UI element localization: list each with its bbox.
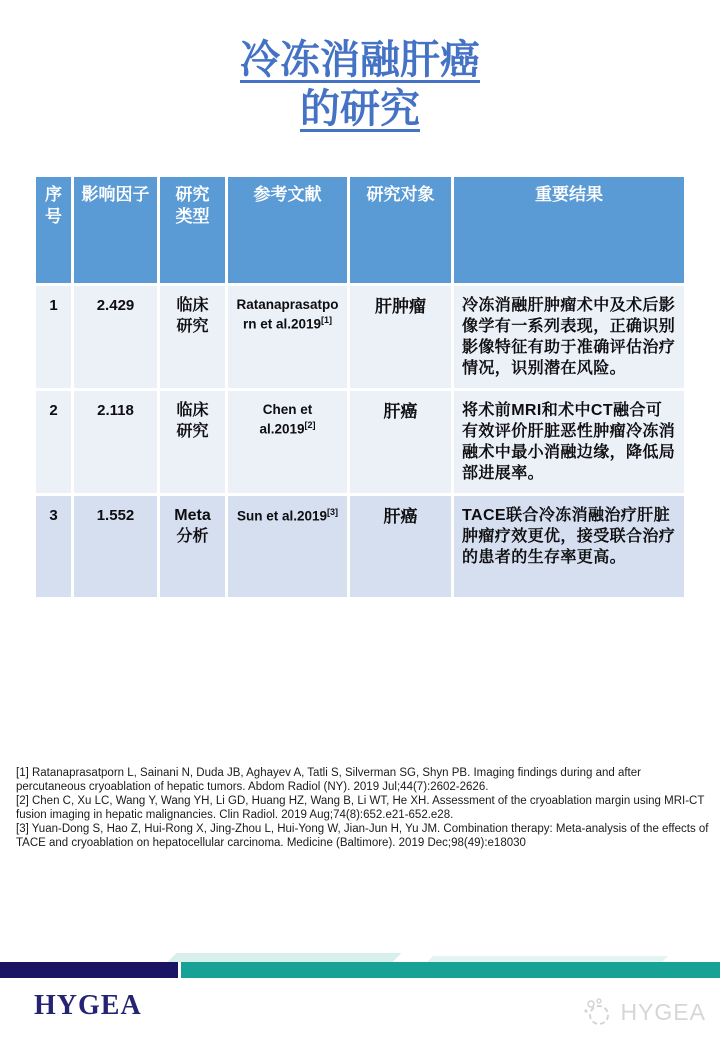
cell-subject: 肝癌 bbox=[350, 496, 451, 597]
reference-text: Ratanaprasatporn et al.2019 bbox=[236, 297, 339, 332]
hygea-logo: HYGEA bbox=[34, 990, 142, 1021]
reference-superscript: [1] bbox=[321, 315, 333, 326]
column-header-study-type: 研究类型 bbox=[160, 177, 225, 283]
cell-key-result: 将术前MRI和术中CT融合可有效评价肝脏恶性肿瘤冷冻消融术中最小消融边缘，降低局部进展率。 bbox=[454, 391, 684, 493]
cell-subject: 肝癌 bbox=[350, 391, 451, 493]
page-title bbox=[0, 36, 720, 134]
column-header-key-result: 重要结果 bbox=[454, 177, 684, 283]
cell-study-type: Meta分析 bbox=[160, 496, 225, 597]
hygea-watermark-label: HYGEA bbox=[620, 998, 706, 1025]
cell-serial: 2 bbox=[36, 391, 71, 493]
hygea-watermark-icon bbox=[582, 996, 614, 1028]
reference-superscript: [3] bbox=[327, 507, 339, 517]
column-header-subject: 研究对象 bbox=[350, 177, 451, 283]
cell-impact-factor: 2.429 bbox=[74, 286, 157, 388]
cell-serial: 3 bbox=[36, 496, 71, 597]
cell-impact-factor: 1.552 bbox=[74, 496, 157, 597]
reference-footnotes bbox=[16, 766, 710, 850]
reference-superscript: [2] bbox=[304, 420, 316, 431]
cell-serial: 1 bbox=[36, 286, 71, 388]
column-header-reference: 参考文献 bbox=[228, 177, 347, 283]
cell-subject: 肝肿瘤 bbox=[350, 286, 451, 388]
studies-table bbox=[36, 177, 684, 597]
cell-reference bbox=[228, 496, 347, 597]
column-header-impact-factor: 影响因子 bbox=[74, 177, 157, 283]
cell-impact-factor: 2.118 bbox=[74, 391, 157, 493]
cell-key-result: TACE联合冷冻消融治疗肝脏肿瘤疗效更优，接受联合治疗的患者的生存率更高。 bbox=[454, 496, 684, 597]
cell-reference bbox=[228, 391, 347, 493]
page-title-line2: 的研究 bbox=[300, 87, 420, 131]
cell-key-result: 冷冻消融肝肿瘤术中及术后影像学有一系列表现，正确识别影像特征有助于准确评估治疗情况，识别潜在风险。 bbox=[454, 286, 684, 388]
footnote-2: [2] Chen C, Xu LC, Wang Y, Wang YH, Li GD, Huang HZ, Wang B, Li WT, He XH. Assessment of the cryoablation margin using MRI-CT fusion imaging in hepatic malignancies. Clin Radiol. 2019 Aug;74(8):652.e21-652.e28. bbox=[16, 795, 705, 822]
footer-accent-stripe bbox=[168, 953, 402, 962]
hygea-watermark bbox=[582, 996, 706, 1028]
cell-reference bbox=[228, 286, 347, 388]
page-title-line1: 冷冻消融肝癌 bbox=[240, 38, 480, 82]
footer-bar-navy bbox=[0, 962, 178, 978]
cell-study-type: 临床研究 bbox=[160, 286, 225, 388]
footnote-1: [1] Ratanaprasatporn L, Sainani N, Duda JB, Aghayev A, Tatli S, Silverman SG, Shyn PB. Imaging findings during and after percutaneous cryoablation of hepatic tumors. Abdom Radiol (NY). 2019 Jul;44(7):2602-2626. bbox=[16, 767, 641, 794]
reference-text: Chen et al.2019 bbox=[259, 402, 313, 437]
cell-study-type: 临床研究 bbox=[160, 391, 225, 493]
footer-bar-teal bbox=[181, 962, 720, 978]
reference-text: Sun et al.2019 bbox=[236, 508, 328, 524]
footnote-3: [3] Yuan-Dong S, Hao Z, Hui-Rong X, Jing-Zhou L, Hui-Yong W, Jian-Jun H, Yu JM. Combination therapy: Meta-analysis of the effects of TACE and cryoablation on hepatocellular carcinoma. Medicine (Baltimore). 2019 Dec;98(49):e18030 bbox=[16, 823, 709, 850]
column-header-serial: 序号 bbox=[36, 177, 71, 283]
